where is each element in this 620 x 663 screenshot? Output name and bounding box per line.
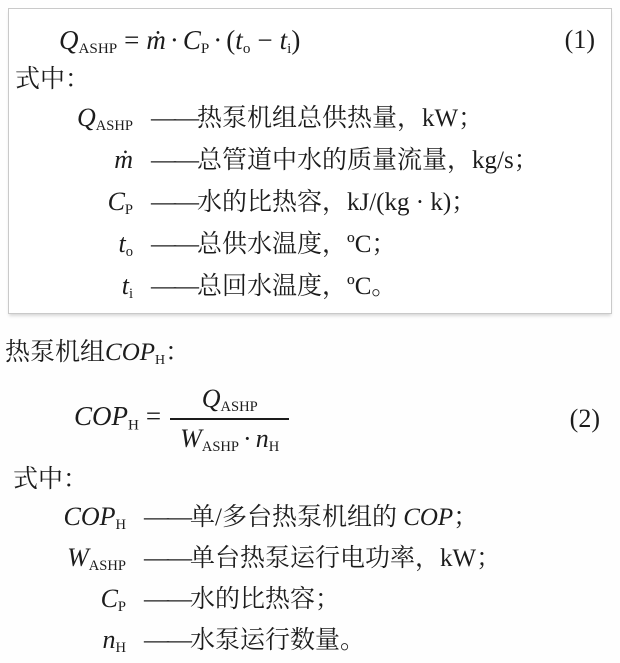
definition-row-cp — [15, 181, 603, 223]
definition-row-nh — [8, 619, 612, 660]
equals-sign: = — [124, 24, 140, 55]
equation-1 — [59, 25, 300, 56]
where-label-2: 式中： — [13, 466, 89, 493]
definition-row-cop — [8, 496, 612, 537]
dash-separator: —— — [144, 586, 190, 613]
where-label-1: 式中： — [15, 66, 91, 93]
eq2-cop: COP — [74, 401, 128, 432]
eq1-c: C — [182, 24, 201, 55]
equation-1-number: (1) — [564, 25, 595, 54]
dash-separator: —— — [144, 627, 190, 654]
eq1-t-out: t — [235, 24, 243, 55]
symbol-w-ashp: $W_{ASHP}$ — [67, 543, 126, 575]
symbol-t-in: $t_i$ — [121, 271, 133, 303]
symbol-mdot: ṁ — [114, 145, 133, 174]
symbol-cop: $COP_H$ — [63, 502, 126, 534]
fraction-denominator: $W_{ASHP} \cdot n_H$ — [170, 418, 289, 454]
equation-2 — [74, 384, 289, 454]
symbol-cp: $C_P$ — [100, 584, 126, 616]
symbol-nh: $n_H$ — [102, 625, 126, 657]
definition-text: 单台热泵运行电功率，kW； — [190, 545, 502, 572]
equals-sign: = — [145, 401, 162, 432]
cop-section — [0, 338, 620, 660]
definition-text: 总回水温度，ºC。 — [197, 273, 397, 300]
section-title: 热泵机组$COP_H$： — [5, 339, 191, 368]
eq1-t-out-subscript: o — [242, 40, 251, 57]
formula-box — [8, 8, 612, 314]
dash-separator: —— — [144, 545, 190, 572]
multiply-dot: · — [243, 424, 252, 453]
multiply-dot: · — [213, 24, 223, 55]
symbol-cp: $C_P$ — [107, 187, 133, 219]
definition-text: 总管道中水的质量流量，kg/s； — [197, 147, 539, 174]
equation-2-number: (2) — [569, 404, 600, 433]
definition-row-w — [8, 537, 612, 578]
eq1-q-subscript: ASHP — [78, 40, 118, 57]
dash-separator: —— — [151, 273, 197, 300]
symbol-q-ashp: $Q_{ASHP}$ — [77, 103, 133, 135]
definition-text: 水的比热容； — [190, 586, 341, 613]
dash-separator: —— — [144, 504, 190, 531]
eq1-q: Q — [59, 24, 79, 55]
fraction-numerator: $Q_{ASHP}$ — [201, 384, 258, 416]
definition-row-mdot — [15, 139, 603, 181]
open-paren: ( — [226, 24, 236, 55]
equation-2-row — [8, 376, 612, 462]
definition-row-ti — [15, 265, 603, 307]
equation-1-row — [15, 17, 603, 63]
dash-separator: —— — [151, 105, 197, 132]
eq1-t-in-subscript: i — [287, 40, 292, 57]
definition-row-q — [15, 97, 603, 139]
definition-text: 热泵机组总供热量，kW； — [197, 105, 484, 132]
definition-text: 水泵运行数量。 — [190, 627, 366, 654]
definition-row-cp2 — [8, 578, 612, 619]
symbol-t-out: $t_o$ — [118, 229, 133, 261]
definition-text: 水的比热容，kJ/(kg · k)； — [197, 189, 477, 216]
dash-separator: —— — [151, 147, 197, 174]
multiply-dot: · — [169, 24, 179, 55]
fraction — [170, 384, 289, 454]
definition-row-to — [15, 223, 603, 265]
minus-sign: − — [257, 24, 273, 55]
close-paren: ) — [291, 24, 301, 55]
definition-text: 总供水温度，ºC； — [197, 231, 397, 258]
dash-separator: —— — [151, 231, 197, 258]
eq1-t-in: t — [279, 24, 288, 55]
eq1-mdot: ṁ — [146, 24, 166, 55]
definition-text: 单/多台热泵机组的 COP； — [190, 504, 479, 531]
eq2-cop-subscript: H — [128, 417, 139, 434]
dash-separator: —— — [151, 189, 197, 216]
eq1-c-subscript: P — [200, 40, 210, 57]
